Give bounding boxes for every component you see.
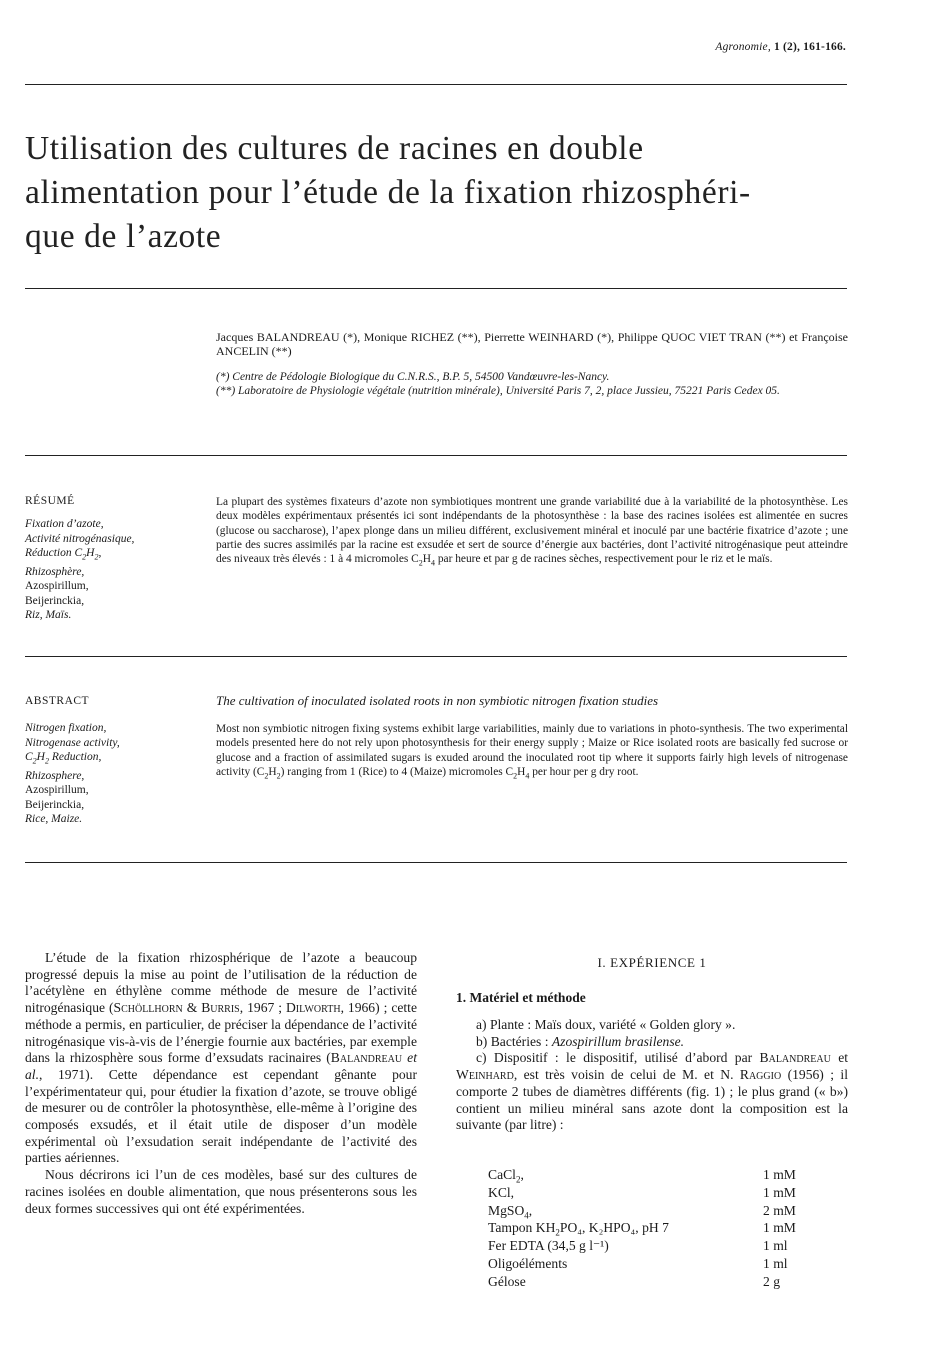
resume-text xyxy=(216,495,848,571)
abstract-heading: ABSTRACT xyxy=(25,695,90,707)
title-rule xyxy=(25,288,847,289)
text-run: c) Dispositif : le dispositif, utilisé d’abord par xyxy=(476,1050,760,1066)
subscript: 4 xyxy=(431,558,435,568)
component: Gélose xyxy=(488,1273,526,1289)
subscript: 2 xyxy=(264,771,269,781)
article-title xyxy=(25,127,855,259)
keyword: Azospirillum, xyxy=(25,580,89,593)
abstract-keywords xyxy=(25,721,210,827)
item-text: Azospirillum brasilense. xyxy=(551,1033,685,1049)
list-item xyxy=(456,1017,848,1034)
resume-heading: RÉSUMÉ xyxy=(25,495,75,507)
resume-rule xyxy=(25,656,847,657)
text-run: , est très voisin de celui de M. et N. xyxy=(513,1067,740,1083)
citation: Raggio xyxy=(739,1067,782,1083)
keyword: Activité nitrogénasique, xyxy=(25,532,135,545)
abstract-text-part: H xyxy=(517,765,526,778)
affiliations xyxy=(216,370,848,398)
keyword: Rhizosphere, xyxy=(25,769,85,782)
citation: et al. xyxy=(25,1050,417,1082)
item-label: b) Bactéries : xyxy=(476,1033,552,1049)
table-row xyxy=(488,1220,796,1238)
amount: 1 mM xyxy=(763,1220,796,1236)
text-run: (1956) ; il comporte 2 tubes de diamètres différents (fig. 1) ; le plus grand (« b») contient un milieu minéral sans azote dont la composition est la suivante (par litre) : xyxy=(456,1067,848,1133)
keyword: Riz, Maïs. xyxy=(25,609,72,622)
amount: 2 mM xyxy=(763,1202,796,1218)
paragraph: Nous décrirons ici l’un de ces modèles, basé sur des cultures de racines isolées en double alimentation, que nous présenterons sous les deux formes successives qui ont été expérimentées. xyxy=(25,1167,417,1216)
journal-citation xyxy=(715,41,846,53)
abstract-rule xyxy=(25,862,847,863)
resume-text-part: La plupart des systèmes fixateurs d’azote non symbiotiques montrent une grande variabilité due à la variabilité de la photosynthèse. Les deux modèles expérimentaux présentés ici sont indépendants de la photosynthèse : la base des racines isolées est alimentée en sucres (glucose ou saccharose), l’apex plonge dans un milieu différent, exclusivement minéral et inoculé par une bactérie fixatrice d’azote ; une partie des sucres assimilés par la racine est exsudée et sert de source d’énergie aux bactéries, dont l’activité nitrogénasique peut atteindre des niveaux très élevés : 1 à 4 micromoles C xyxy=(216,496,848,566)
item-text: Maïs doux, variété « Golden glory ». xyxy=(534,1017,736,1032)
citation: Balandreau xyxy=(759,1050,831,1066)
table-row xyxy=(488,1167,796,1185)
keyword: Nitrogenase activity, xyxy=(25,736,120,749)
title-line: que de l’azote xyxy=(25,218,222,255)
abstract-text-part: per hour per g dry root. xyxy=(529,765,639,778)
component: Tampon $KH_2PO_4$, K₂HPO₄, pH 7 xyxy=(488,1220,669,1239)
citation: Balandreau xyxy=(330,1050,403,1066)
list-item xyxy=(456,1034,848,1051)
subscript: 2 xyxy=(513,771,518,781)
affiliation: (**) Laboratoire de Physiologie végétale (nutrition minérale), Université Paris 7, 2, place Jussieu, 75221 Paris Cedex 05. xyxy=(216,385,780,397)
subscript: 2 xyxy=(418,558,423,568)
component: KCl, xyxy=(488,1184,515,1200)
author-list: Jacques BALANDREAU (*), Monique RICHEZ (**), Pierrette WEINHARD (*), Philippe QUOC VIET TRAN (**) et Françoise ANCELIN (**) xyxy=(216,330,848,358)
keyword: Azospirillum, xyxy=(25,784,89,797)
amount: 1 ml xyxy=(763,1238,788,1254)
text-run: L’étude de la fixation rhizosphérique de l’azote a beaucoup progressé depuis la mise au point de l’utilisation de la réduction de l’acétylène en éthylène comme méthode de mesure de l’activité nitrogénasique ( xyxy=(25,950,417,1016)
amount: 1 mM xyxy=(763,1184,796,1200)
composition-table xyxy=(488,1167,796,1292)
journal-name: Agronomie, xyxy=(715,41,771,53)
volume-pages: 1 (2), 161-166. xyxy=(774,41,846,53)
amount: 2 g xyxy=(763,1273,780,1289)
section-heading: I. EXPÉRIENCE 1 xyxy=(597,955,707,970)
citation: Weinhard xyxy=(456,1067,514,1083)
abstract-text-part: Most non symbiotic nitrogen fixing systems exhibit large variabilities, mainly due to variations in photo-synthesis. The two experimental models presented here do not rely upon photosynthesis for their energy supply ; Maize or Rice isolated roots are basically fed sucrose or glucose and a fraction of assimilated sugars is exuded around the inoculated root tip where it supports fairly high levels of nitrogenase activity (C xyxy=(216,723,848,778)
citation: Dilworth xyxy=(285,1000,341,1016)
amount: 1 mM xyxy=(763,1167,796,1182)
affiliation: (*) Centre de Pédologie Biologique du C.N.R.S., B.P. 5, 54500 Vandœuvre-les-Nancy. xyxy=(216,371,610,383)
methods-list xyxy=(456,1017,848,1134)
authors-rule xyxy=(25,455,847,456)
title-line: alimentation pour l’étude de la fixation rhizosphéri- xyxy=(25,174,751,211)
item-label: a) Plante : xyxy=(476,1017,535,1032)
resume-keywords xyxy=(25,517,210,623)
component: MgSO$_4$, xyxy=(488,1202,533,1221)
list-item xyxy=(456,1050,848,1134)
abstract-title: The cultivation of inoculated isolated roots in non symbiotic nitrogen fixation studies xyxy=(216,693,659,708)
subscript: 2 xyxy=(276,771,281,781)
table-row xyxy=(488,1203,796,1221)
resume-text-part: H xyxy=(422,553,431,566)
abstract-text-part: ) ranging from 1 (Rice) to 4 (Maize) micromoles C xyxy=(280,765,514,778)
amount: 1 ml xyxy=(763,1255,788,1271)
component: Fer EDTA (34,5 g l⁻¹) xyxy=(488,1238,609,1254)
text-run: , 1971). Cette dépendance est cependant gênante pour l’expérimentateur qui, pour étudier la fixation d’azote, se trouve obligé de mesurer ou de contrôler la photosynthèse, elle-même à l’origine des composés exsudés, et il était utile de disposer d’un modèle expérimental où l’exsudation serait indépendante de l’activité des parties aériennes. xyxy=(25,1066,417,1166)
title-line: Utilisation des cultures de racines en double xyxy=(25,130,644,167)
table-row xyxy=(488,1274,796,1292)
paragraph xyxy=(25,950,417,1167)
keyword: $C_2H_2$ Reduction, xyxy=(25,751,102,766)
table-row xyxy=(488,1238,796,1256)
subsection-heading: 1. Matériel et méthode xyxy=(456,990,586,1005)
component: Oligoéléments xyxy=(488,1255,568,1271)
table-row xyxy=(488,1256,796,1274)
keyword: Rice, Maize. xyxy=(25,813,83,826)
keyword: Fixation d’azote, xyxy=(25,518,104,530)
keyword: Beijerinckia, xyxy=(25,798,85,811)
subscript: 4 xyxy=(525,771,530,781)
header-rule xyxy=(25,84,847,85)
table-row xyxy=(488,1185,796,1203)
component: CaCl$_2$, xyxy=(488,1167,524,1185)
keyword: Beijerinckia, xyxy=(25,594,85,607)
keyword: Réduction $C_2H_2$, xyxy=(25,547,102,562)
keyword: Rhizosphère, xyxy=(25,565,85,578)
citation: Schöllhorn & Burris xyxy=(113,1000,240,1016)
resume-text-part: par heure et par g de racines sèches, respectivement pour le riz et le maïs. xyxy=(435,553,773,566)
text-run: , 1966) ; cette méthode a permis, en particulier, de préciser la dépendance de l’activité nitrogénasique vis-à-vis de l’énergie fournie aux bactéries, par exemple dans la rhizosphère sous forme d’exsudats racinaires ( xyxy=(25,1000,417,1066)
abstract-text xyxy=(216,722,848,783)
abstract-text-part: H xyxy=(268,765,277,778)
introduction xyxy=(25,950,417,1217)
text-run: et xyxy=(830,1050,848,1066)
keyword: Nitrogen fixation, xyxy=(25,722,107,734)
text-run: , 1967 ; xyxy=(239,1000,286,1016)
